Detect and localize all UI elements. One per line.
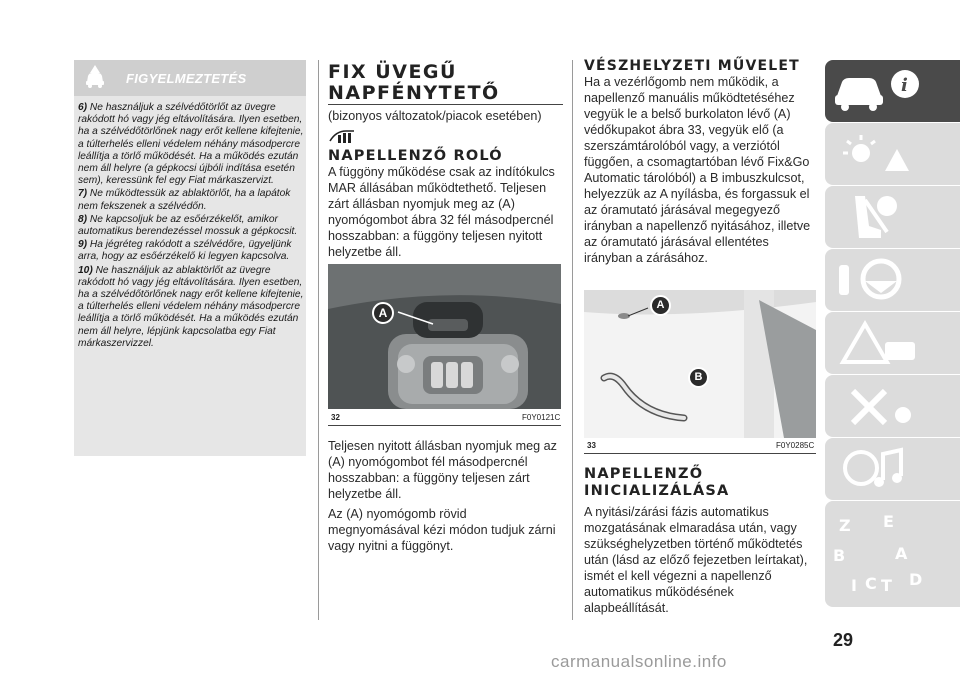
column-divider <box>318 60 319 620</box>
tab-info[interactable] <box>825 60 960 122</box>
figure-code: F0Y0121C <box>522 413 561 422</box>
emergency-key-illustration <box>584 290 816 438</box>
tab-safety[interactable] <box>825 186 960 248</box>
paragraph: A függöny működése csak az indítókulcs MAR állásában működtethető. Teljesen zárt állásban nyomjuk meg az (A) nyomógombot ábra 32 fél másodpercnél hosszabban: a függöny teljesen nyitott helyzetbe áll. <box>328 165 555 259</box>
section-title: NAPFÉNYTETŐ <box>328 82 500 104</box>
tab-index[interactable] <box>825 501 960 607</box>
warning-title: FIGYELMEZTETÉS <box>126 71 247 86</box>
svg-text:B: B <box>833 546 846 565</box>
title-underline <box>328 104 563 105</box>
section-title: NAPELLENZŐ <box>584 466 704 482</box>
warning-box <box>74 60 306 456</box>
svg-text:i: i <box>901 75 908 96</box>
svg-text:C: C <box>865 574 877 593</box>
figure-number: 33 <box>587 441 596 450</box>
info-car-icon <box>825 60 945 122</box>
svg-text:Z: Z <box>839 516 851 535</box>
tab-maintenance[interactable] <box>825 375 960 437</box>
roof-control-illustration <box>328 264 561 409</box>
paragraph: A nyitási/zárási fázis automatikus mozgatásának elmaradása után, vagy szükséghelyzetben történő működtetés után (lásd az előző fejezetben leírtakat), ismét el kell végezni a napellenző automatikus működésének alapbeállítását. <box>584 505 808 615</box>
tab-driving[interactable] <box>825 249 960 311</box>
paragraph: Az (A) nyomógomb rövid megnyomásával kézi módon tudjuk zárni vagy nyitni a függönyt. <box>328 507 556 553</box>
warning-item: 6) Ne használjuk a szélvédőtörlőt az üvegre rakódott hó vagy jég eltávolítására. Ilyen esetben, ha a szélvédőtörlőnek nagy erőt kellene kifejtenie, a túlterhelés elleni védelem néhány másodpercre leállítja a törlő működését. Ha a működés ezután nem áll helyre (a gépkocsi újbóli indítása esetén sem), keressünk fel egy Fiat márkaszervizt. <box>78 102 304 187</box>
index-letters-icon <box>825 501 945 601</box>
tab-multimedia[interactable] <box>825 438 960 500</box>
svg-text:A: A <box>895 544 908 563</box>
figure-rule <box>328 425 561 426</box>
multimedia-icon <box>825 438 945 500</box>
section-title: VÉSZHELYZETI MŰVELET <box>584 58 800 74</box>
warning-list <box>78 102 304 351</box>
section-title: INICIALIZÁLÁSA <box>584 483 730 499</box>
marker-b: B <box>688 367 709 388</box>
svg-text:E: E <box>883 512 894 531</box>
figure-code: F0Y0285C <box>776 441 815 450</box>
paragraph <box>328 438 560 558</box>
svg-text:I: I <box>851 576 857 595</box>
figure-33 <box>584 290 816 438</box>
warning-item: 10) Ne használjuk az ablaktörlőt az üvegre rakódott hó vagy jég eltávolítására. Ilyen esetben, ha a szélvédőtörlőnek nagy erőt kellene kifejtenie, a túlterhelés elleni védelem néhány másodpercre leállítja a törlő működését. Ha a működés ezután nem áll helyre, lépjünk kapcsolatba egy Fiat márkaszervizzel. <box>78 264 304 349</box>
marker-a: A <box>372 302 394 324</box>
column-divider <box>572 60 573 620</box>
figure-number: 32 <box>331 413 340 422</box>
airbag-seat-icon <box>825 186 945 248</box>
steering-wheel-icon <box>825 249 945 311</box>
section-title: FIX ÜVEGŰ <box>328 61 457 83</box>
emergency-triangle-icon <box>825 312 945 374</box>
sunroof-section <box>328 62 563 104</box>
watermark: carmanualsonline.info <box>551 652 727 671</box>
tab-emergency[interactable] <box>825 312 960 374</box>
init-section-title <box>584 466 824 500</box>
warning-lights-icon <box>825 123 945 185</box>
page-number: 29 <box>833 630 854 650</box>
warning-header <box>74 60 306 96</box>
subsection-title: NAPELLENZŐ ROLÓ <box>328 148 503 164</box>
figure-rule <box>584 453 816 454</box>
svg-text:D: D <box>909 570 923 589</box>
warning-item: 9) Ha jégréteg rakódott a szélvédőre, ügyeljünk arra, hogy az esőérzékelő ki legyen kapcsolva. <box>78 239 292 263</box>
warning-item: 8) Ne kapcsoljuk be az esőérzékelőt, amikor automatikus berendezéssel mossuk a gépkocsit. <box>78 213 298 238</box>
paragraph: Ha a vezérlőgomb nem működik, a napellenző manuális működtetéséhez vegyük le a belső burkolaton lévő (A) védőkupakot ábra 33, vegyük elő (a szerszámtárolóból vagy, a verziótól függően, a csomagtartóban lévő Fix&Go Automatic tárolóból) a B imbuszkulcsot, helyezzük az A nyílásba, és forgassuk el az óramutató járásával megegyező irányban a napellenző nyitásához, illetve az óramutató járásával ellentétes irányban a zárásához. <box>584 75 811 265</box>
service-tools-icon <box>825 375 945 437</box>
svg-text:T: T <box>881 576 892 595</box>
variant-note: (bizonyos változatok/piacok esetében) <box>328 109 542 123</box>
sunroof-icon <box>328 127 358 147</box>
tab-warning-lights[interactable] <box>825 123 960 185</box>
paragraph: Teljesen nyitott állásban nyomjuk meg az (A) nyomógombot fél másodpercnél hosszabban: a függöny teljesen zárt helyzetbe áll. <box>328 439 557 501</box>
car-warning-icon <box>82 64 108 90</box>
warning-item: 7) Ne működtessük az ablaktörlőt, ha a lapátok nem fekszenek a szélvédőn. <box>78 188 291 212</box>
figure-32 <box>328 264 561 409</box>
marker-a: A <box>650 295 671 316</box>
